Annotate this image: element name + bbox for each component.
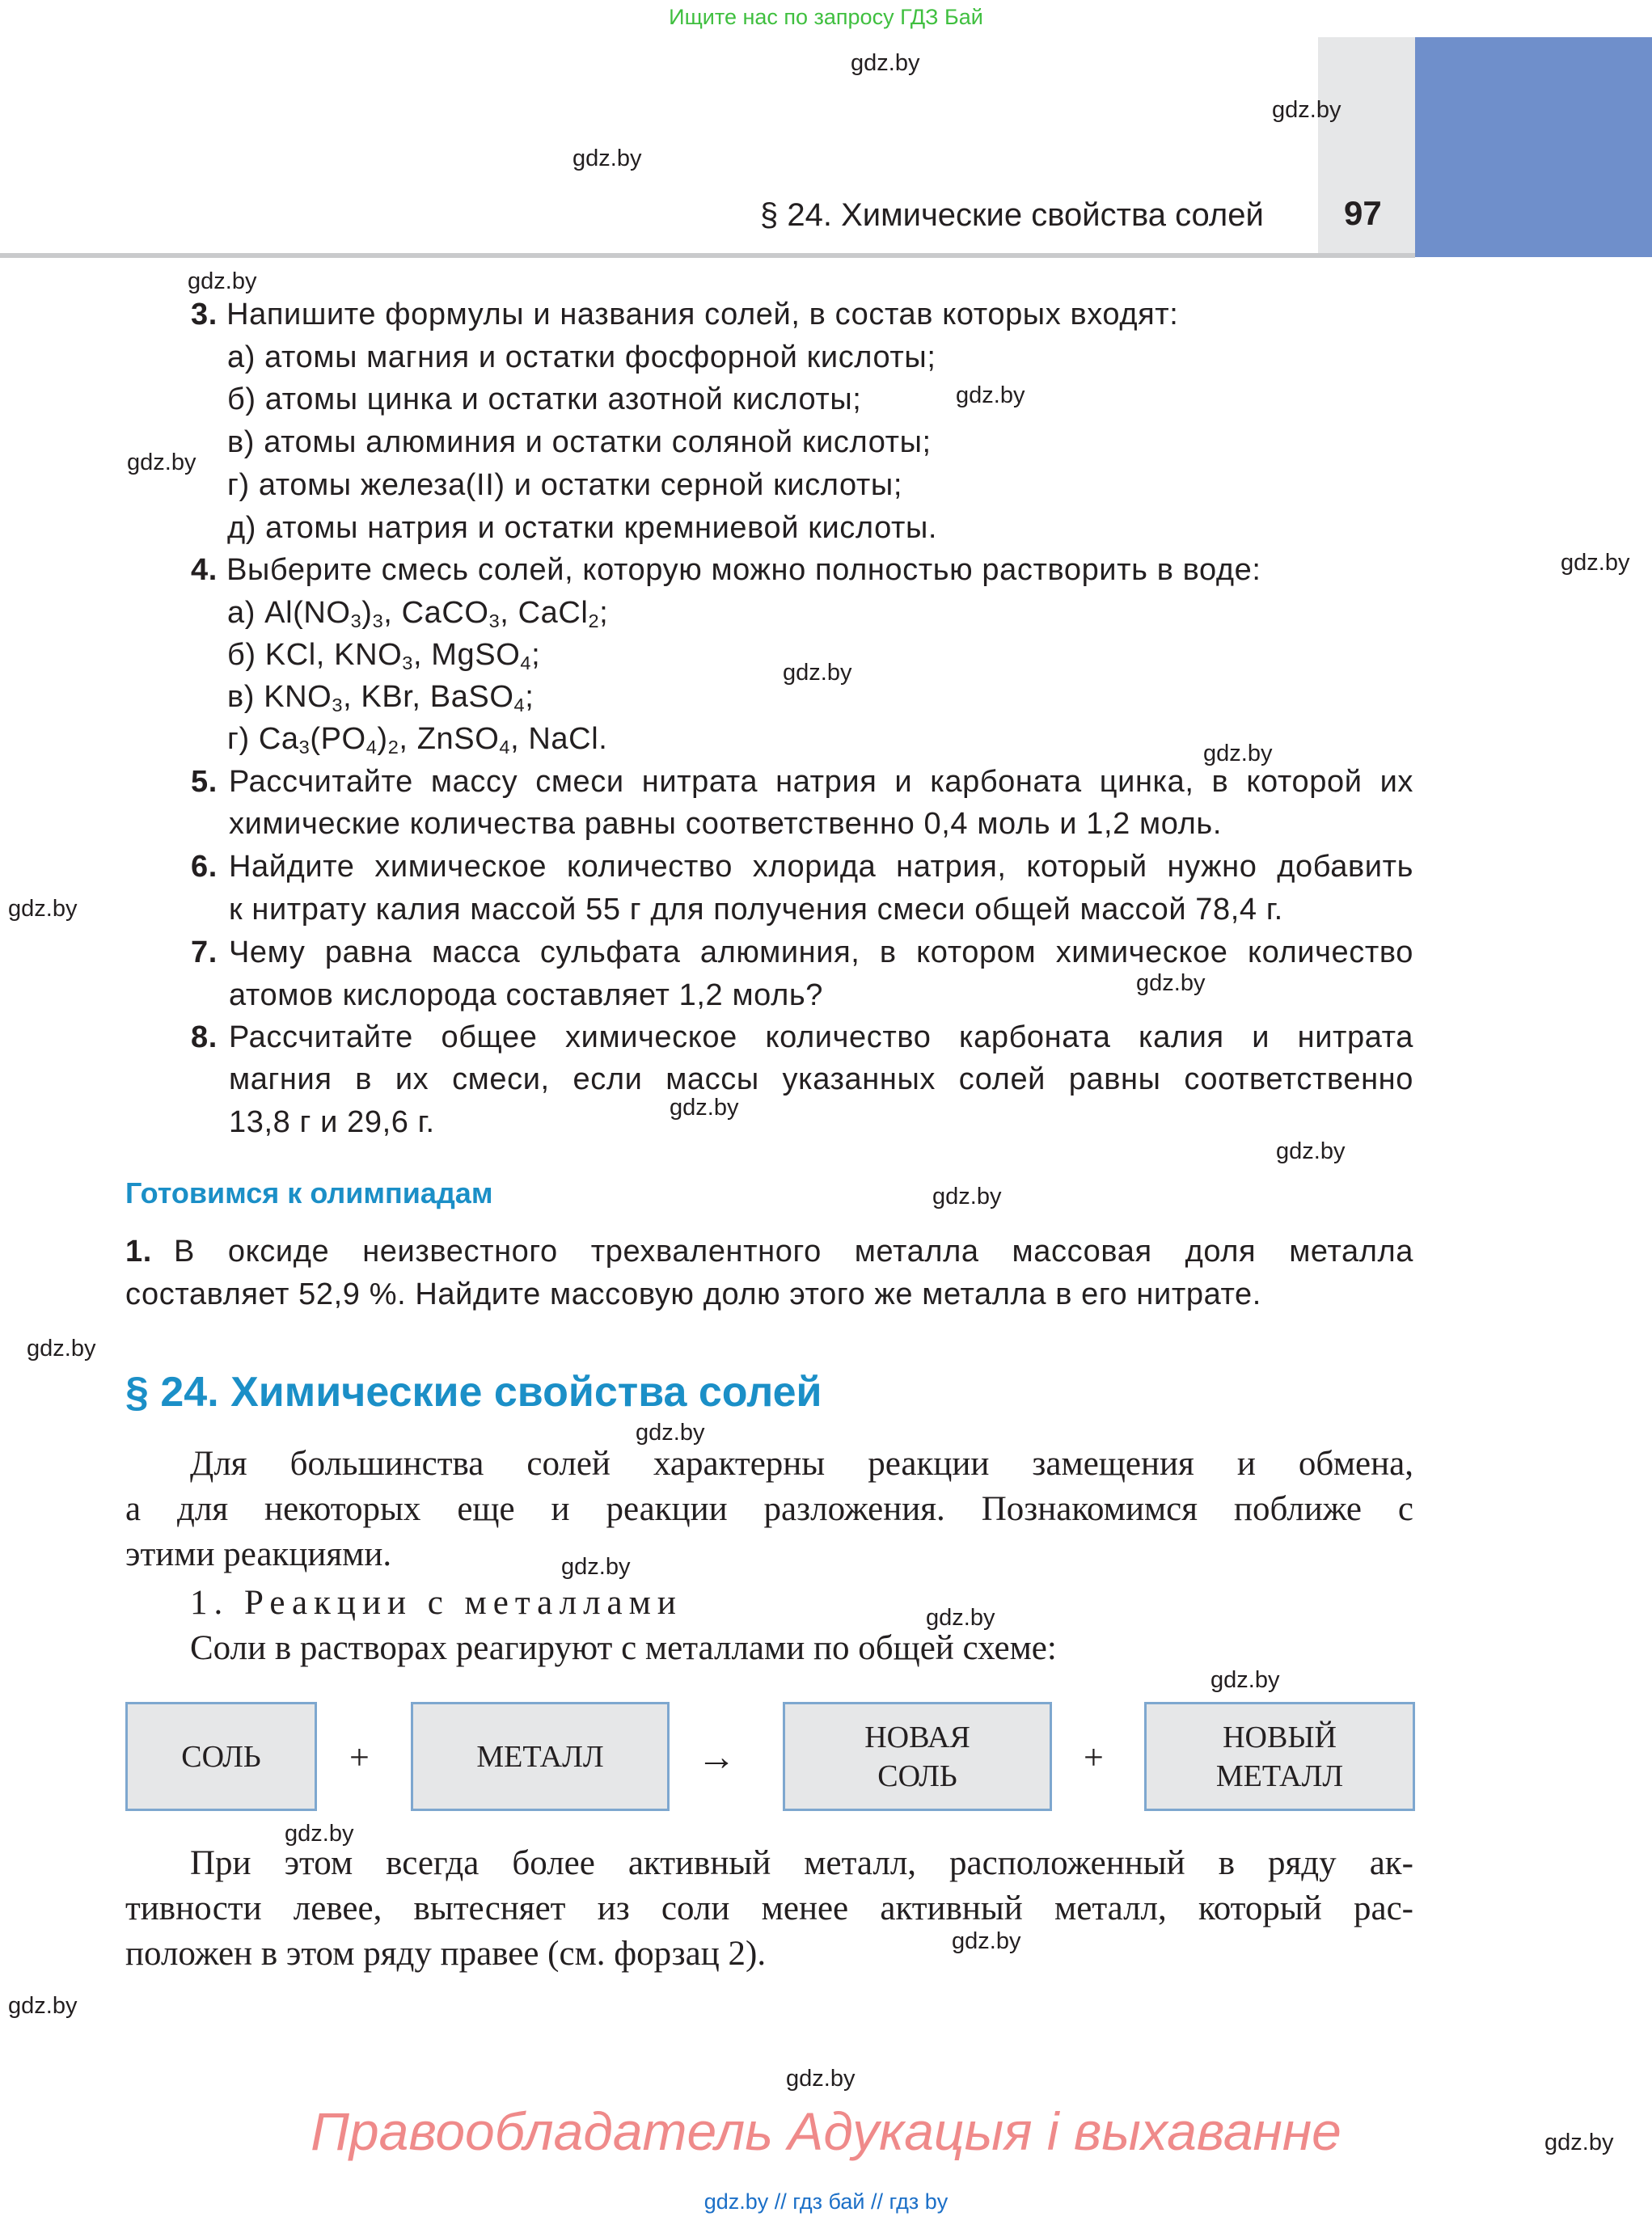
scheme-box-new-salt (783, 1702, 1052, 1811)
footer-links[interactable]: gdz.by // гдз бай // гдз by (703, 2189, 949, 2214)
scheme-lead: Соли в растворах реагируют с металлами по общей схеме: (190, 1629, 1057, 1667)
section-heading: § 24. Химические свойства солей (125, 1369, 822, 1416)
top-banner[interactable]: Ищите нас по запросу ГДЗ Бай (669, 5, 983, 29)
scheme-box-metal (411, 1702, 670, 1811)
exercise-line: Чему равна масса сульфата алюминия, в котором химическое количество (229, 935, 1413, 969)
exercise-line: Рассчитайте массу смеси нитрата натрия и карбоната цинка, в которой их (229, 765, 1413, 799)
exercise-line: Рассчитайте общее химическое количество карбоната калия и нитрата (229, 1020, 1413, 1054)
header-blue-block (1415, 37, 1652, 257)
plus-sign: + (1084, 1737, 1104, 1777)
scheme-box-label: НОВЫЙ (1223, 1720, 1337, 1754)
watermark: gdz.by (188, 268, 257, 294)
watermark: gdz.by (956, 382, 1025, 408)
olympiad-line: составляет 52,9 %. Найдите массовую долю этого же металла в его нитрате. (125, 1277, 1261, 1311)
scheme-box-label: МЕТАЛЛ (1215, 1758, 1344, 1793)
exercise-line: Найдите химическое количество хлорида натрия, который нужно добавить (229, 850, 1413, 884)
watermark: gdz.by (1561, 550, 1630, 576)
watermark: gdz.by (670, 1095, 739, 1121)
scheme-box-salt (125, 1702, 317, 1811)
arrow-icon: → (697, 1736, 736, 1779)
exercise-line: магния в их смеси, если массы указанных солей равны соответственно (229, 1062, 1413, 1096)
intro-line: этими реакциями. (125, 1535, 392, 1573)
olympiad-number (125, 1235, 152, 1269)
exercise-line: к нитрату калия массой 55 г для получения смеси общей массой 78,4 г. (229, 893, 1283, 927)
exercise-number: 7. (191, 935, 218, 969)
watermark: gdz.by (8, 896, 78, 922)
copyright-notice: Правообладатель Адукацыя і выхаванне (311, 2101, 1341, 2161)
exercise-6 (191, 850, 218, 885)
scheme-box-new-metal (1144, 1702, 1415, 1811)
formula-item: в) $KNO_3$, KBr, BaSO$_4$; (227, 680, 534, 716)
exercise-5 (191, 765, 218, 800)
body-line: При этом всегда более активный металл, расположенный в ряду ак- (190, 1844, 1413, 1882)
olympiad-heading: Готовимся к олимпиадам (125, 1176, 493, 1210)
formula-item: б) KCl, $KNO_3$, MgSO$_4$; (227, 638, 541, 673)
exercise-item: г) атомы железа(II) и остатки серной кислоты; (227, 468, 902, 502)
watermark: gdz.by (285, 1821, 354, 1847)
watermark: gdz.by (932, 1184, 1002, 1210)
page-number: 97 (1344, 194, 1382, 232)
watermark: gdz.by (1272, 97, 1341, 123)
exercise-number: 5. (191, 765, 218, 799)
watermark: gdz.by (561, 1554, 631, 1580)
exercise-7 (191, 935, 218, 970)
scheme-box-label: СОЛЬ (181, 1739, 261, 1774)
scheme-box-label: НОВАЯ (864, 1720, 970, 1754)
watermark: gdz.by (572, 146, 642, 171)
exercise-number: 8. (191, 1020, 218, 1054)
olympiad-line: В оксиде неизвестного трехвалентного металла массовая доля металла (174, 1235, 1413, 1269)
exercise-number: 6. (191, 850, 218, 884)
exercise-line: химические количества равны соответственно 0,4 моль и 1,2 моль. (229, 807, 1222, 841)
exercise-item: в) атомы алюминия и остатки соляной кислоты; (227, 425, 932, 459)
exercise-item: а) атомы магния и остатки фосфорной кислоты; (227, 340, 936, 374)
exercise-item: д) атомы натрия и остатки кремниевой кислоты. (227, 511, 938, 545)
formula-item: а) $Al(NO_3)_3$, CaCO$_3$, CaCl$_2$; (227, 596, 609, 631)
intro-line: а для некоторых еще и реакции разложения. Познакомимся поближе с (125, 1490, 1413, 1528)
watermark: gdz.by (127, 450, 196, 475)
scheme-box-label: СОЛЬ (877, 1758, 957, 1793)
watermark: gdz.by (1203, 741, 1273, 766)
watermark: gdz.by (952, 1928, 1021, 1954)
watermark: gdz.by (1210, 1667, 1280, 1693)
exercise-number: 4. (191, 553, 218, 587)
olympiad-task-number: 1. (125, 1235, 152, 1269)
exercise-text: Напишите формулы и названия солей, в состав которых входят: (226, 298, 1179, 331)
exercise-item: б) атомы цинка и остатки азотной кислоты; (227, 382, 862, 416)
exercise-8 (191, 1020, 218, 1055)
exercise-text: Выберите смесь солей, которую можно полностью растворить в воде: (226, 553, 1261, 587)
exercise-number: 3. (191, 298, 218, 331)
scheme-box-label: МЕТАЛЛ (476, 1739, 604, 1774)
body-line: тивности левее, вытесняет из соли менее активный металл, который рас- (125, 1889, 1413, 1927)
header-rule (0, 253, 1415, 258)
watermark: gdz.by (636, 1420, 705, 1446)
formula-item: г) $Ca_3(PO_4)_2$, ZnSO$_4$, NaCl. (227, 722, 608, 758)
watermark: gdz.by (783, 660, 852, 686)
watermark: gdz.by (27, 1336, 96, 1362)
watermark: gdz.by (1136, 970, 1206, 996)
exercise-4 (191, 553, 1261, 588)
watermark: gdz.by (926, 1605, 995, 1631)
intro-line: Для большинства солей характерны реакции замещения и обмена, (190, 1445, 1413, 1483)
watermark: gdz.by (851, 50, 920, 76)
watermark: gdz.by (1276, 1138, 1346, 1164)
exercise-3 (191, 298, 1178, 332)
plus-sign: + (349, 1737, 370, 1777)
watermark: gdz.by (1544, 2130, 1614, 2155)
watermark: gdz.by (8, 1993, 78, 2019)
exercise-line: атомов кислорода составляет 1,2 моль? (229, 978, 823, 1012)
running-title: § 24. Химические свойства солей (760, 197, 1264, 233)
subheading: 1. Реакции с металлами (190, 1584, 682, 1622)
exercise-line: 13,8 г и 29,6 г. (229, 1105, 435, 1139)
body-line: положен в этом ряду правее (см. форзац 2). (125, 1935, 767, 1973)
watermark: gdz.by (786, 2066, 856, 2092)
